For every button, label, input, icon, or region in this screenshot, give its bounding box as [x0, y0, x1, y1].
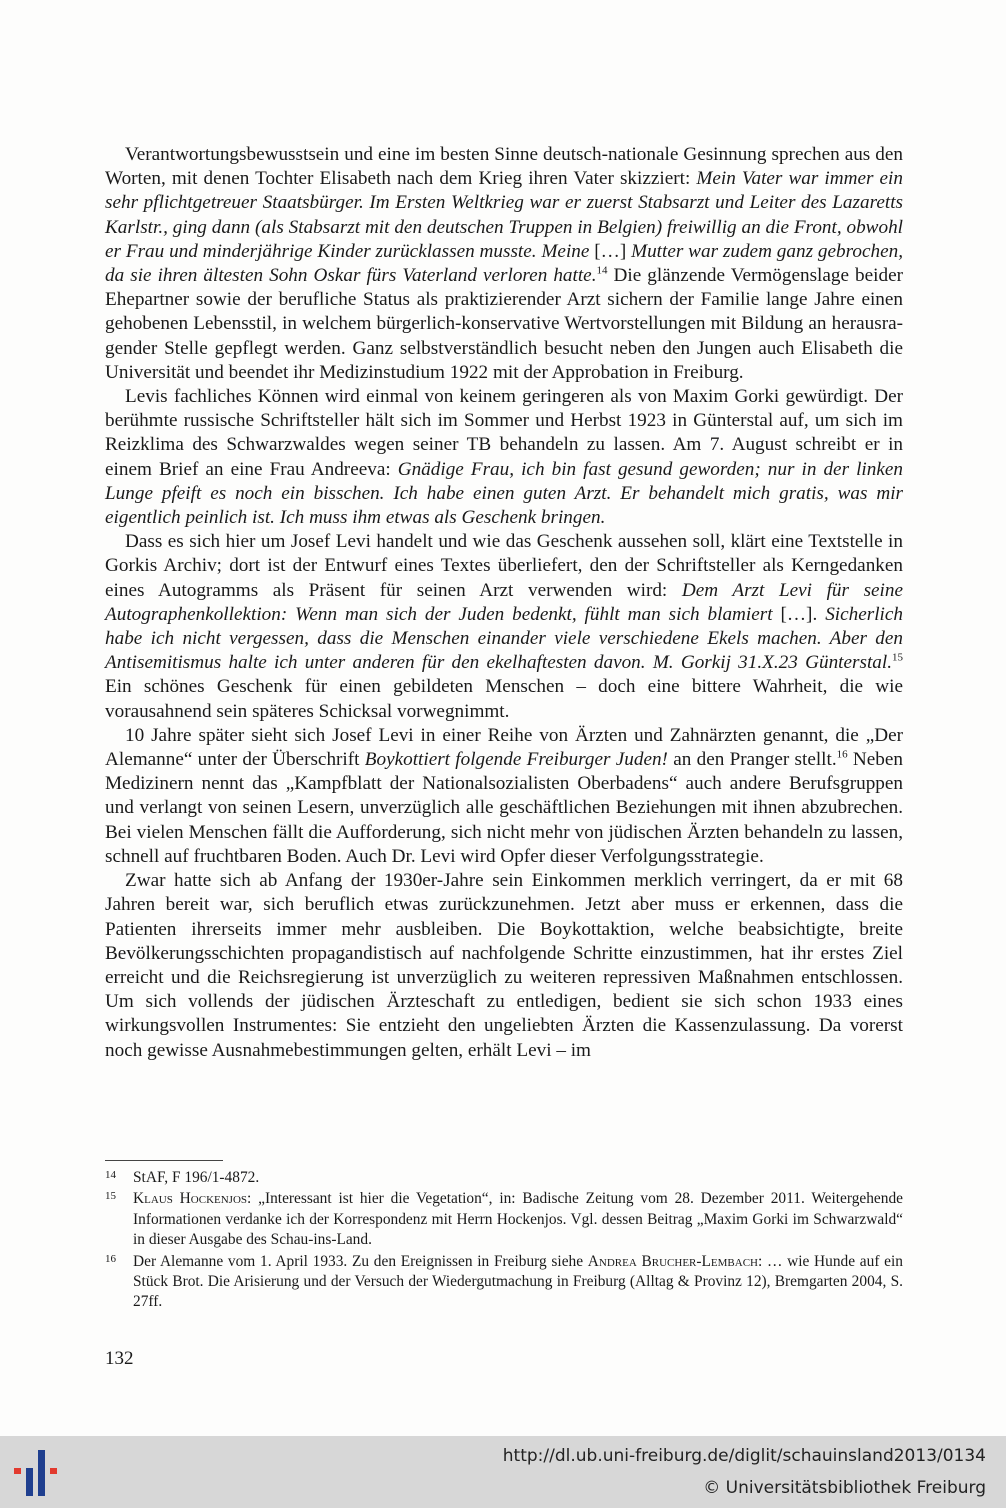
footnote-reference: 15: [892, 651, 903, 664]
footnote-number: 16: [105, 1252, 116, 1265]
footnote-number: 14: [105, 1169, 116, 1181]
paragraph-text: Ein schönes Geschenk für einen gebildeten Menschen – doch eine bittere Wahrheit, die wie vorausahnend sein späteres Schicksal vorwegnimmt.: [105, 676, 903, 722]
paragraph-text: Neben Medizinern nennt das „Kampfblatt der Nationalsozialisten Oberbadens“ auch andere Berufsgruppen und verlangt von seinen Lesern, unverzüglich alle geschäftlichen Beziehungen mit ihnen abzubrechen. Bei vielen Menschen fällt die Aufforderung, sich nicht mehr von jüdischen Ärzten behandeln zu lassen, schnell auf fruchtbaren Boden. Auch Dr. Levi wird Opfer dieser Verfolgungsstrategie.: [105, 749, 903, 867]
paragraph-text: Dass es sich hier um Josef Levi handelt und wie das Geschenk aussehen soll, klärt eine Textstelle in Gorkis Archiv; dort ist der Entwurf eines Textes überliefert, den der Schriftsteller als Kerngedanken eines Autogramms als Präsent für seinen Arzt verwenden wird:: [105, 531, 903, 601]
footnote-text: : … wie Hunde auf ein Stück Brot. Die Arisierung und der Versuch der Wiedergutmachung in Freiburg (Alltag & Provinz 12), Bremgarten 2004, S. 27ff.: [133, 1252, 903, 1311]
footnote-16: [105, 1252, 903, 1313]
quotation-text: Mein Vater war immer ein sehr pflichtgetreuer Staatsbürger. Im Ersten Weltkrieg war er zuerst Stabsarzt und Leiter des Lazaretts Karlstr., ging dann (als Stabsarzt mit den deutschen Truppen in Belgien) freiwillig an die Front, obwohl er Frau und minderjährige Kinder zurücklassen musste. Meine: [105, 168, 903, 262]
footnote-separator: [105, 1160, 223, 1161]
quotation-text: Dem Arzt Levi für seine Autographenkollektion: Wenn man sich der Juden bedenkt, fühlt man sich blamiert: [105, 579, 903, 625]
footnote-text: : „Interessant ist hier die Vegetation“, in: Badische Zeitung vom 28. Dezember 2011. Weitergehende Informationen verdanke ich der Korrespondenz mit Herrn Hockenjos. Vgl. dessen Beitrag „Maxim Gorki im Schwarzwald“ in dieser Ausgabe des Schau-ins-Land.: [133, 1190, 903, 1249]
body-paragraph: [105, 530, 903, 724]
author-name: Andrea Brucher-Lembach: [587, 1252, 758, 1270]
paragraph-text: an den Pranger stellt.: [667, 749, 837, 771]
body-paragraph: [105, 385, 903, 530]
quotation-text: Gnädige Frau, ich bin fast gesund geworden; nur in der linken Lunge pfeift es noch ein bisschen. Ich habe einen guten Arzt. Er behandelt mich gratis, was mir eigentlich peinlich ist. Ich muss ihm etwas als Geschenk bringen.: [105, 458, 903, 529]
quotation-text: Boykottiert folgende Freiburger Juden!: [364, 749, 668, 771]
footnote-reference: 16: [836, 748, 848, 761]
ub-freiburg-logo-icon[interactable]: [14, 1446, 64, 1498]
paragraph-text: Zwar hatte sich ab Anfang der 1930er-Jahre sein Einkommen merklich verringert, da er mit 68 Jahren bereit war, sich beruflich etwas zurückzunehmen. Jetzt aber muss er erkennen, dass die Patienten ihrerseits immer mehr ausbleiben. Die Boykottaktion, welche beabsichtigte, breite Bevölkerungsschichten propagandistisch auf nachfolgende Schritte einzustimmen, hat ihr erstes Ziel erreicht und die Reichsregierung ist unverzüglich zu weiteren repressiven Maßnahmen entschlossen. Um sich vollends der jüdischen Ärzteschaft zu entledigen, bedient sie sich schon 1933 eines wirkungsvollen Instrumentes: Sie entzieht den ungeliebten Ärzten die Kassenzulassung. Da vorerst noch gewisse Ausnahmebestimmungen gelten, erhält Levi – im: [105, 870, 903, 1061]
body-paragraph: [105, 869, 903, 1063]
footnote-text: StAF, F 196/1-4872.: [133, 1169, 260, 1186]
footnotes: [105, 1168, 903, 1314]
footnote-text: Der Alemanne vom 1. April 1933. Zu den Ereignissen in Freiburg siehe: [133, 1252, 588, 1270]
paragraph-text: […]: [594, 240, 632, 262]
footnote-14: [105, 1168, 903, 1188]
paragraph-text: 10 Jahre später sieht sich Josef Levi in einer Reihe von Ärzten und Zahnärzten genannt, die „Der Alemanne“ unter der Überschrift: [105, 724, 903, 771]
paragraph-text: Die glänzende Vermögenslage beider Ehepartner sowie der berufliche Status als praktizierender Arzt sichern der Familie lange Jahre einen gehobenen Lebensstil, in welchem bürgerlich-konservative Wertvorstellungen mit Bildung an herausragender Stelle gepflegt werden. Ganz selbstverständlich besucht neben den Jungen auch Elisabeth die Universität und beendet ihr Medizinstudium 1922 mit der Approbation in Freiburg.: [105, 265, 903, 383]
quotation-text: Sicherlich habe ich nicht vergessen, dass die Menschen einander viele verschiedene Ekels machen. Aber den Antisemitismus halte ich unter anderen für den ekelhaftesten davon. M. Gorkij 31.X.23 Günterstal.: [105, 603, 903, 674]
paragraph-text: […].: [780, 603, 826, 625]
footer-copyright: © Universitätsbibliothek Freiburg: [703, 1478, 986, 1498]
quotation-text: Mutter war zudem ganz gebrochen, da sie ihren ältesten Sohn Oskar fürs Vaterland verloren hatte.: [105, 240, 903, 287]
paragraph-text: Levis fachliches Können wird einmal von keinem geringeren als von Maxim Gorki gewürdigt. Der berühmte russische Schriftsteller hält sich im Sommer und Herbst 1923 in Günterstal auf, um sich im Reizklima des Schwarzwaldes wegen seiner TB behandeln zu lassen. Am 7. August schreibt er in einem Brief an eine Frau Andreeva:: [105, 386, 903, 480]
body-paragraph: [105, 143, 903, 385]
footnote-reference: 14: [596, 264, 608, 277]
footnote-15: [105, 1189, 903, 1250]
paragraph-text: Verantwortungsbewusstsein und eine im besten Sinne deutsch-nationale Gesinnung sprechen aus den Worten, mit denen Tochter Elisabeth nach dem Krieg ihren Vater skizziert:: [105, 144, 903, 190]
body-paragraph: [105, 724, 903, 869]
page-number: 132: [105, 1348, 134, 1369]
footer-bar: [0, 1436, 1006, 1508]
footer-url-link[interactable]: http://dl.ub.uni-freiburg.de/diglit/schauinsland2013/0134: [502, 1446, 986, 1466]
footnote-number: 15: [105, 1190, 116, 1203]
author-name: Klaus Hockenjos: [133, 1190, 248, 1208]
body-text: [105, 143, 903, 1063]
